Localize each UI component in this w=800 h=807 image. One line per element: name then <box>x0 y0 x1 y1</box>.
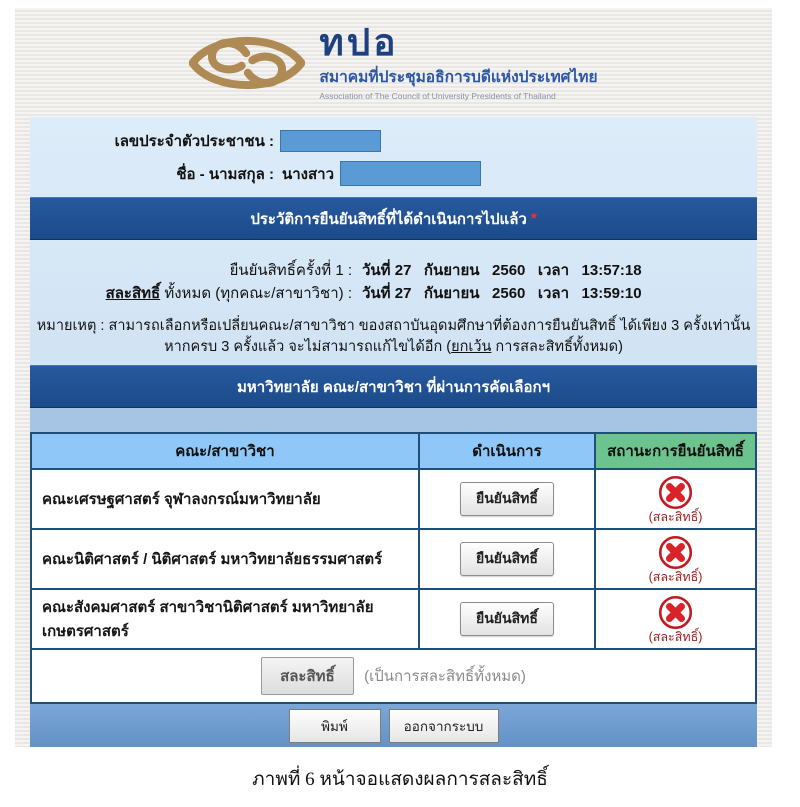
waived-x-icon <box>657 474 694 511</box>
footer-action-bar <box>30 704 757 747</box>
figure-caption: ภาพที่ 6 หน้าจอแสดงผลการสละสิทธิ์ <box>252 769 548 790</box>
identity-form <box>30 117 757 197</box>
history-entry-datetime: วันที่ 27 กันยายน 2560 เวลา 13:59:10 <box>362 285 642 302</box>
required-asterisk: * <box>530 210 537 227</box>
action-cell <box>419 529 595 589</box>
tpo-knot-logo-icon <box>189 27 305 99</box>
status-cell <box>595 589 756 649</box>
org-identity <box>319 24 597 101</box>
main-panel <box>30 117 757 747</box>
confirm-right-button[interactable]: ยืนยันสิทธิ์ <box>460 542 554 576</box>
action-cell <box>419 469 595 529</box>
selection-section-header <box>30 365 757 408</box>
waived-x-icon <box>657 534 694 571</box>
waive-all-row <box>31 649 756 703</box>
history-entry <box>30 259 757 282</box>
status-label: (สละสิทธิ์) <box>648 629 703 644</box>
waive-all-note: (เป็นการสละสิทธิ์ทั้งหมด) <box>364 668 526 685</box>
logout-button[interactable]: ออกจากระบบ <box>389 709 499 743</box>
status-label: (สละสิทธิ์) <box>648 509 703 524</box>
name-prefix: นางสาว <box>282 165 335 183</box>
page-background <box>15 8 772 747</box>
org-name-english: Association of The Council of University Presidents of Thailand <box>319 91 556 101</box>
history-note <box>30 316 757 358</box>
citizen-id-row <box>30 129 757 153</box>
full-name-label: ชื่อ - นามสกุล : <box>176 165 274 183</box>
org-name-thai: สมาคมที่ประชุมอธิการบดีแห่งประเทศไทย <box>319 69 598 86</box>
table-row <box>31 529 756 589</box>
table-header-row <box>31 433 756 469</box>
org-abbreviation: ทปอ <box>319 22 399 63</box>
history-entry-datetime: วันที่ 27 กันยายน 2560 เวลา 13:57:18 <box>362 262 642 279</box>
citizen-id-value <box>280 130 381 152</box>
table-row <box>31 469 756 529</box>
history-note-line1: หมายเหตุ : สามารถเลือกหรือเปลี่ยนคณะ/สาขาวิชา ของสถาบันอุดมศึกษาที่ต้องการยืนยันสิทธิ์ ได้เพียง 3 ครั้งเท่านั้น <box>36 318 751 334</box>
selection-section-title: มหาวิทยาลัย คณะ/สาขาวิชา ที่ผ่านการคัดเลือกฯ <box>236 378 550 396</box>
full-name-row <box>30 161 757 186</box>
table-top-band <box>30 408 757 432</box>
table-row <box>31 589 756 649</box>
program-name: คณะเศรษฐศาสตร์ จุฬาลงกรณ์มหาวิทยาลัย <box>31 469 419 529</box>
site-header <box>15 8 772 117</box>
history-section <box>30 240 757 365</box>
column-header-program: คณะ/สาขาวิชา <box>31 433 419 469</box>
program-name: คณะสังคมศาสตร์ สาขาวิชานิติศาสตร์ มหาวิทยาลัยเกษตรศาสตร์ <box>31 589 419 649</box>
history-entry-label: ยืนยันสิทธิ์ครั้งที่ 1 : <box>229 262 352 279</box>
status-cell <box>595 529 756 589</box>
program-name: คณะนิติศาสตร์ / นิติศาสตร์ มหาวิทยาลัยธรรมศาสตร์ <box>31 529 419 589</box>
waive-all-button[interactable]: สละสิทธิ์ <box>261 657 354 695</box>
status-label: (สละสิทธิ์) <box>648 569 703 584</box>
confirm-right-button[interactable]: ยืนยันสิทธิ์ <box>460 482 554 516</box>
history-section-title: ประวัติการยืนยันสิทธิ์ที่ได้ดำเนินการไปแล้ว <box>250 210 527 228</box>
waive-all-cell <box>31 649 756 703</box>
column-header-status: สถานะการยืนยันสิทธิ์ <box>595 433 756 469</box>
status-cell <box>595 469 756 529</box>
confirm-right-button[interactable]: ยืนยันสิทธิ์ <box>460 602 554 636</box>
full-name-value <box>340 161 481 186</box>
history-entry-label: สละสิทธิ์ ทั้งหมด (ทุกคณะ/สาขาวิชา) : <box>105 285 352 302</box>
history-section-header <box>30 197 757 240</box>
selection-table <box>30 432 757 704</box>
action-cell <box>419 589 595 649</box>
print-button[interactable]: พิมพ์ <box>289 709 381 743</box>
citizen-id-label: เลขประจำตัวประชาชน : <box>114 133 274 150</box>
waived-x-icon <box>657 594 694 631</box>
history-note-line2: หากครบ 3 ครั้งแล้ว จะไม่สามารถแก้ไขได้อีก (ยกเว้น การสละสิทธิ์ทั้งหมด) <box>164 339 623 355</box>
column-header-action: ดำเนินการ <box>419 433 595 469</box>
history-entry <box>30 282 757 305</box>
